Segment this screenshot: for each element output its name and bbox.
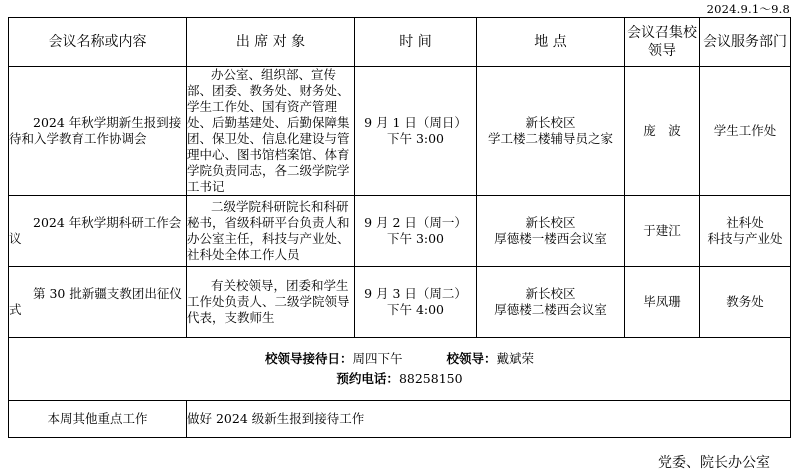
header-time: 时 间 bbox=[355, 18, 477, 67]
time-date: 9 月 1 日（周日） bbox=[364, 115, 467, 130]
meeting-name: 第 30 批新疆支教团出征仪式 bbox=[9, 286, 182, 317]
header-convener: 会议召集校领导 bbox=[625, 18, 700, 67]
time-hour: 下午 4:00 bbox=[386, 302, 445, 317]
meeting-cell bbox=[9, 67, 187, 196]
location-campus: 新长校区 bbox=[525, 215, 576, 230]
time-cell bbox=[355, 196, 477, 267]
header-attendees: 出 席 对 象 bbox=[187, 18, 355, 67]
service-dept-cell bbox=[700, 196, 791, 267]
meeting-cell bbox=[9, 196, 187, 267]
other-work-row bbox=[9, 401, 791, 438]
convener-cell: 庞 波 bbox=[625, 67, 700, 196]
location-room: 学工楼二楼辅导员之家 bbox=[487, 131, 613, 146]
header-location: 地 点 bbox=[477, 18, 625, 67]
table-row bbox=[9, 67, 791, 196]
meeting-cell bbox=[9, 267, 187, 338]
location-cell bbox=[477, 67, 625, 196]
location-campus: 新长校区 bbox=[525, 115, 576, 130]
service-dept-cell: 学生工作处 bbox=[700, 67, 791, 196]
reception-cell bbox=[9, 338, 791, 401]
other-work-label: 本周其他重点工作 bbox=[9, 401, 187, 438]
reception-phone: 88258150 bbox=[398, 371, 463, 386]
attendees-text: 二级学院科研院长和科研秘书，省级科研平台负责人和办公室主任，科技与产业处、社科处全体工作人员 bbox=[187, 199, 350, 262]
date-range: 2024.9.1～9.8 bbox=[706, 2, 790, 16]
other-work-content: 做好 2024 级新生报到接待工作 bbox=[187, 401, 791, 438]
reception-leader: 戴斌荣 bbox=[496, 351, 535, 366]
location-cell bbox=[477, 267, 625, 338]
schedule-table bbox=[8, 17, 791, 438]
reception-line bbox=[9, 349, 790, 369]
location-campus: 新长校区 bbox=[525, 286, 576, 301]
signature: 党委、院长办公室 bbox=[658, 455, 770, 471]
reception-row bbox=[9, 338, 791, 401]
meeting-name: 2024 年秋学期科研工作会议 bbox=[9, 215, 182, 246]
table-row bbox=[9, 196, 791, 267]
attendees-cell bbox=[187, 267, 355, 338]
time-cell bbox=[355, 267, 477, 338]
attendees-cell bbox=[187, 67, 355, 196]
time-hour: 下午 3:00 bbox=[386, 231, 445, 246]
reception-day: 周四下午 bbox=[352, 351, 403, 366]
table-row bbox=[9, 267, 791, 338]
service-dept-line: 社科处 bbox=[726, 215, 764, 230]
reception-phone-line bbox=[9, 369, 790, 389]
time-date: 9 月 3 日（周二） bbox=[364, 286, 467, 301]
header-service-dept: 会议服务部门 bbox=[700, 18, 791, 67]
convener-cell: 毕凤珊 bbox=[625, 267, 700, 338]
location-cell bbox=[477, 196, 625, 267]
header-row bbox=[9, 18, 791, 67]
meeting-name: 2024 年秋学期新生报到接待和入学教育工作协调会 bbox=[9, 115, 182, 146]
time-date: 9 月 2 日（周一） bbox=[364, 215, 467, 230]
time-hour: 下午 3:00 bbox=[386, 131, 445, 146]
header-meeting: 会议名称或内容 bbox=[9, 18, 187, 67]
convener-cell: 于建江 bbox=[625, 196, 700, 267]
location-room: 厚德楼一楼西会议室 bbox=[494, 231, 607, 246]
service-dept-line: 科技与产业处 bbox=[707, 231, 783, 246]
reception-leader-label: 校领导： bbox=[446, 351, 497, 366]
attendees-cell bbox=[187, 196, 355, 267]
attendees-text: 有关校领导，团委和学生工作处负责人、二级学院领导代表，支教师生 bbox=[187, 278, 350, 325]
attendees-text: 办公室、组织部、宣传部、团委、教务处、财务处、学生工作处、国有资产管理处、后勤基建处、后勤保障集团、保卫处、信息化建设与管理中心、图书馆档案馆、体育学院负责同志，各二级学院学工书记 bbox=[187, 67, 350, 194]
reception-phone-label: 预约电话： bbox=[336, 371, 399, 386]
service-dept-cell: 教务处 bbox=[700, 267, 791, 338]
location-room: 厚德楼二楼西会议室 bbox=[494, 302, 607, 317]
time-cell bbox=[355, 67, 477, 196]
reception-day-label: 校领导接待日： bbox=[264, 351, 353, 366]
